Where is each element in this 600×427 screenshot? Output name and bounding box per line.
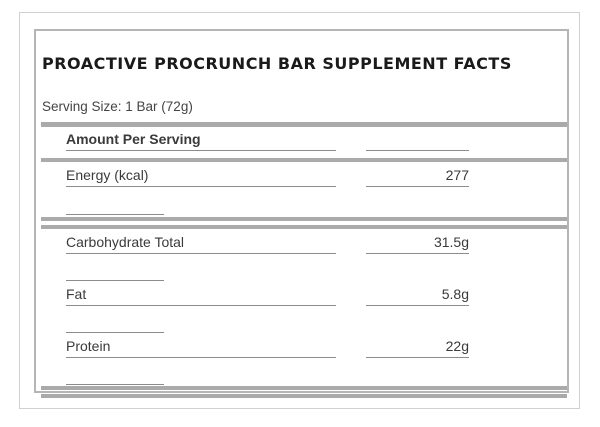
amount-per-serving-value (366, 131, 469, 151)
serving-size: Serving Size: 1 Bar (72g) (42, 99, 193, 114)
carbohydrate-value: 31.5g (366, 234, 469, 254)
divider-bar-top (41, 122, 567, 127)
energy-label: Energy (kcal) (66, 167, 336, 187)
row-stub-line (66, 384, 164, 385)
divider-bar-section-1 (41, 217, 567, 221)
row-stub-line (66, 280, 164, 281)
protein-value: 22g (366, 338, 469, 358)
energy-value: 277 (366, 167, 469, 187)
fat-value: 5.8g (366, 286, 469, 306)
protein-label: Protein (66, 338, 336, 358)
row-stub-line (66, 214, 164, 215)
divider-bar-section-2 (41, 225, 567, 229)
divider-bar-bottom-2 (41, 394, 567, 398)
page-frame (19, 12, 580, 409)
divider-bar-header (41, 158, 567, 162)
divider-bar-bottom-1 (41, 386, 567, 390)
carbohydrate-label: Carbohydrate Total (66, 234, 336, 254)
fat-label: Fat (66, 286, 336, 306)
amount-per-serving-header: Amount Per Serving (66, 131, 336, 151)
supplement-facts-panel (34, 29, 569, 393)
panel-title: PROACTIVE PROCRUNCH BAR SUPPLEMENT FACTS (42, 54, 512, 73)
row-stub-line (66, 332, 164, 333)
